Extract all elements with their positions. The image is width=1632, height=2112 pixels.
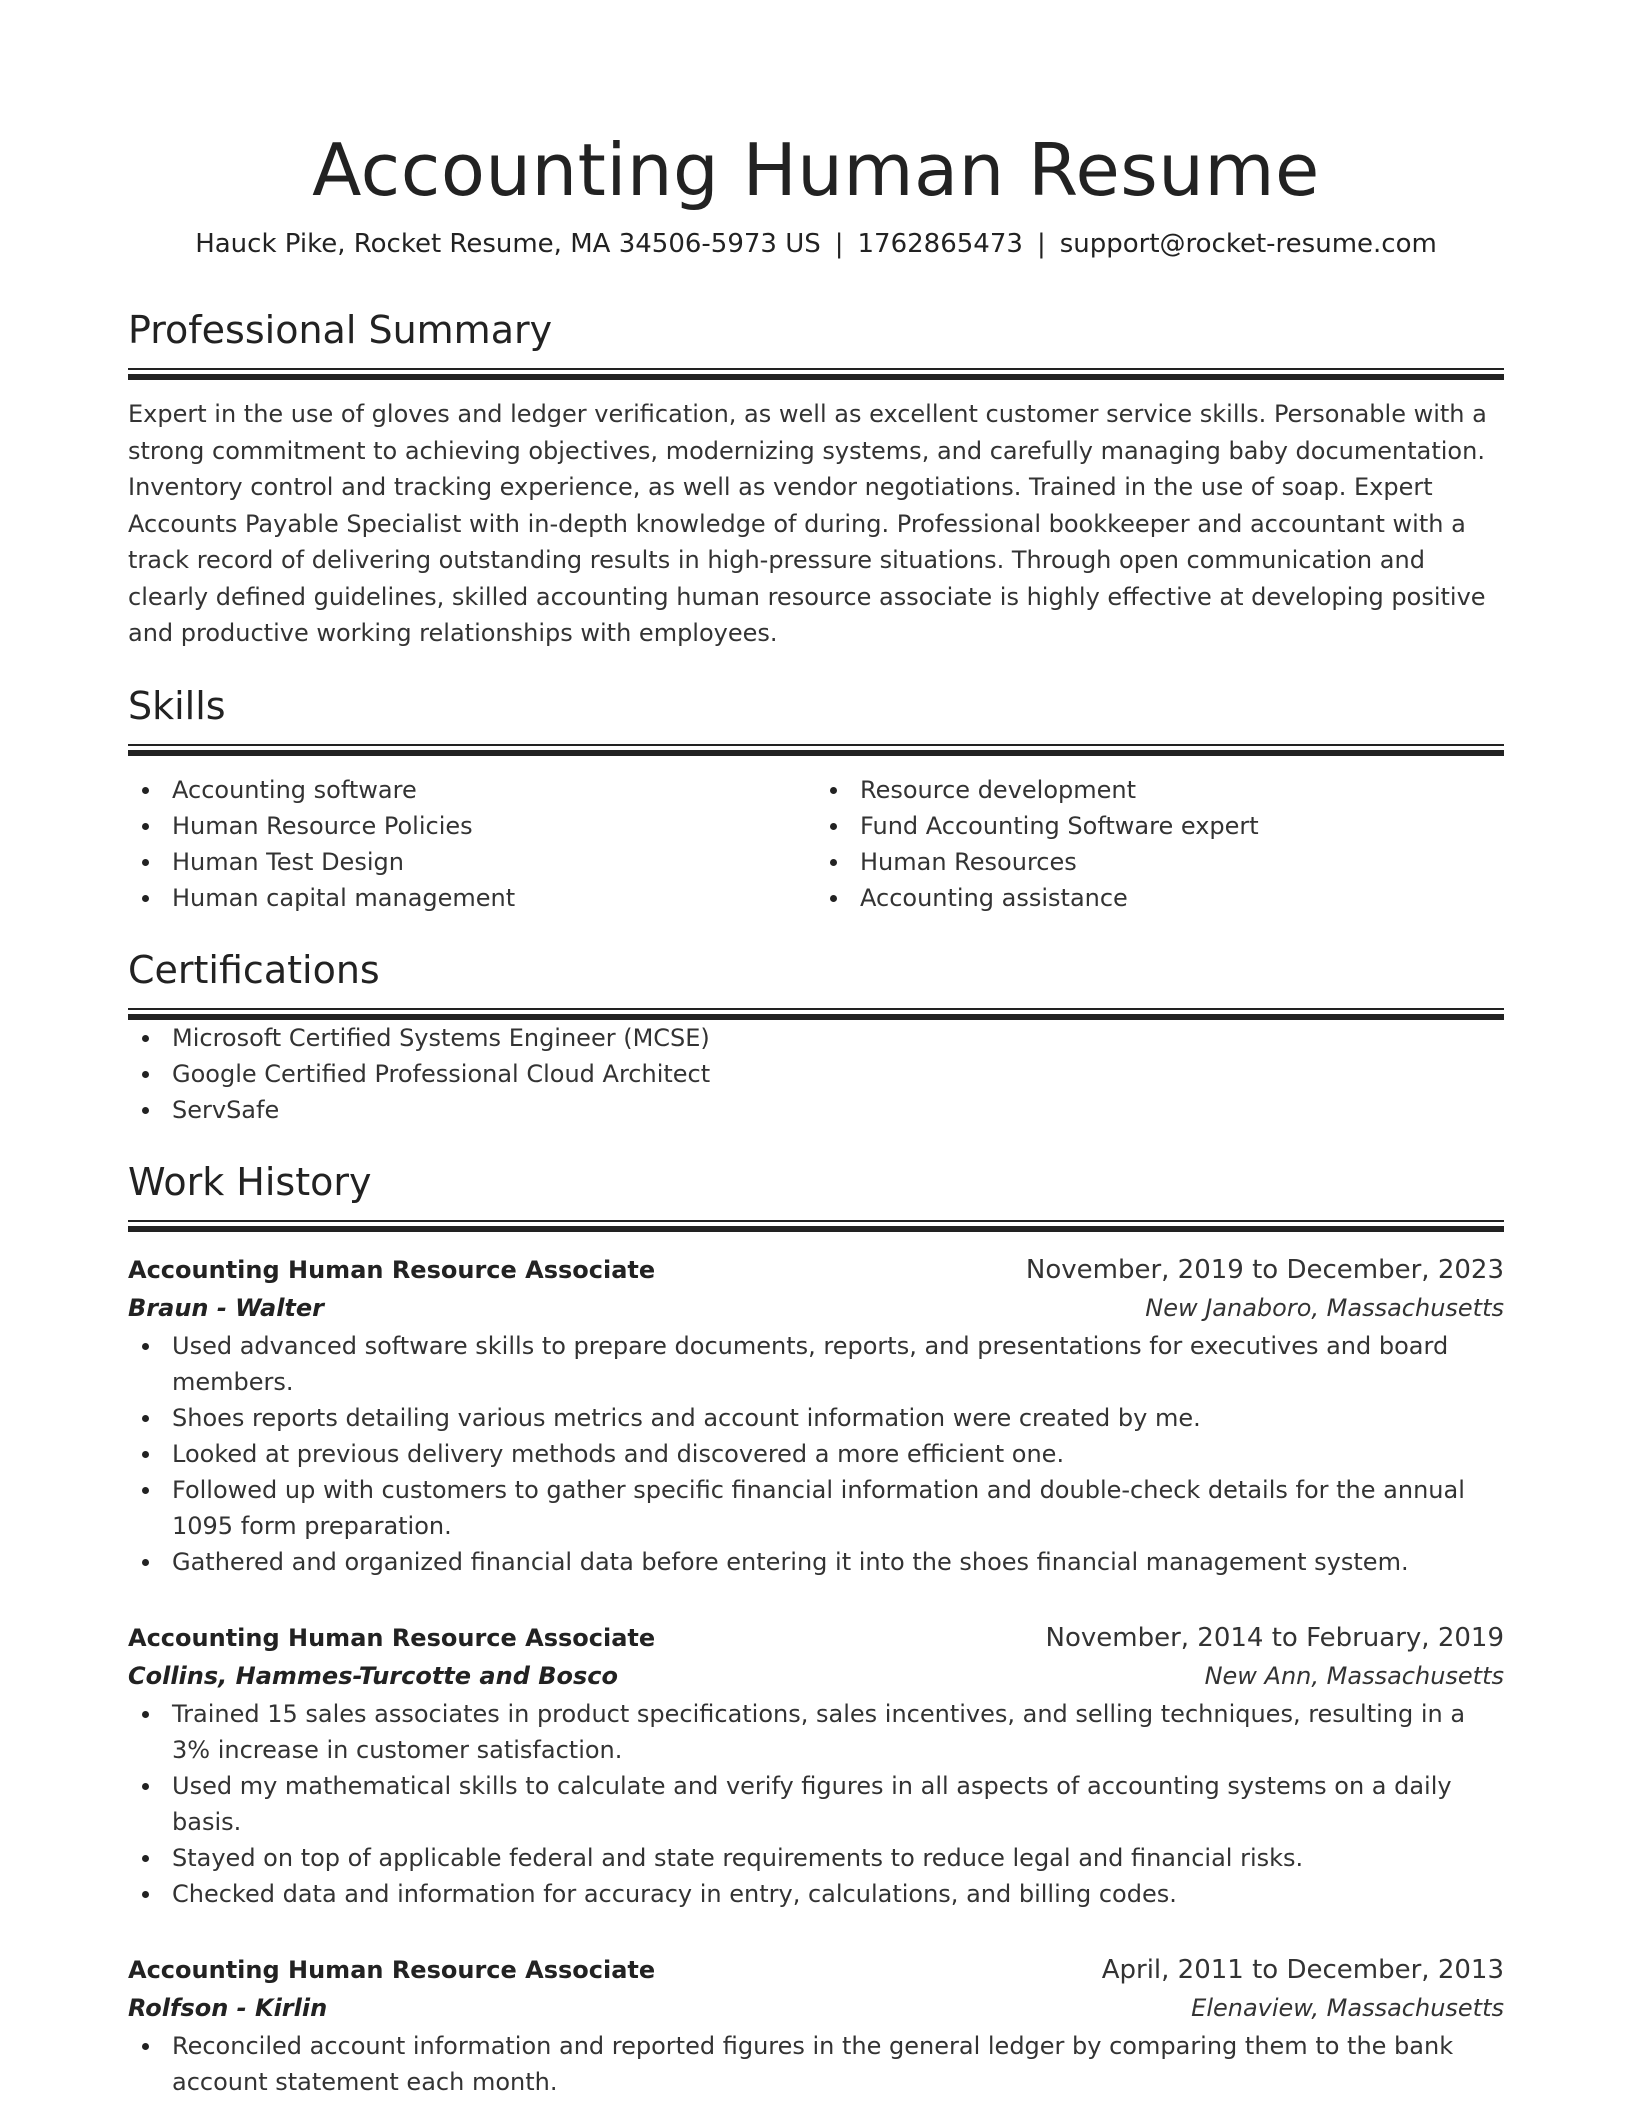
- skills-column-right: [816, 772, 1504, 916]
- job-dates: November, 2014 to February, 2019: [1045, 1622, 1504, 1653]
- job-duty-item: Used advanced software skills to prepare documents, reports, and presentations for executives and board members.: [128, 1328, 1504, 1400]
- job-header-row: [128, 1252, 1504, 1288]
- skill-item: Resource development: [816, 772, 1504, 808]
- job-duty-item: Checked data and information for accuracy in entry, calculations, and billing codes.: [128, 1876, 1504, 1912]
- skills-grid: [128, 772, 1504, 916]
- job-duty-item: Followed up with customers to gather specific financial information and double-check details for the annual 1095 form preparation.: [128, 1472, 1504, 1544]
- resume-title: Accounting Human Resume: [312, 128, 1320, 212]
- job-duty-item: Reconciled account information and reported figures in the general ledger by comparing them to the bank account statement each month.: [128, 2028, 1504, 2100]
- contact-email[interactable]: support@rocket-resume.com: [1059, 229, 1437, 259]
- job-duty-item: Shoes reports detailing various metrics and account information were created by me.: [128, 1400, 1504, 1436]
- job-company-row: [128, 1656, 1504, 1696]
- section-heading-work-history: Work History: [128, 1159, 372, 1204]
- certification-item: ServSafe: [128, 1092, 1504, 1128]
- job-duty-item: Stayed on top of applicable federal and state requirements to reduce legal and financial risks.: [128, 1840, 1504, 1876]
- section-divider: [128, 368, 1504, 380]
- section-divider: [128, 744, 1504, 756]
- job-company: Braun - Walter: [128, 1293, 325, 1322]
- skill-item: Accounting assistance: [816, 880, 1504, 916]
- section-divider: [128, 1008, 1504, 1020]
- contact-separator: |: [1036, 229, 1046, 259]
- job-entry: [128, 1252, 1504, 1580]
- job-company-row: [128, 1288, 1504, 1328]
- job-dates: November, 2019 to December, 2023: [1025, 1254, 1504, 1285]
- job-dates: April, 2011 to December, 2013: [1101, 1954, 1504, 1985]
- skill-item: Human Resources: [816, 844, 1504, 880]
- job-duty-item: Gathered and organized financial data before entering it into the shoes financial management system.: [128, 1544, 1504, 1580]
- job-entry: [128, 1952, 1504, 2100]
- job-header-row: [128, 1620, 1504, 1656]
- contact-phone: 1762865473: [857, 229, 1023, 259]
- certifications-section: [128, 946, 1504, 1128]
- job-title: Accounting Human Resource Associate: [128, 1955, 656, 1984]
- skill-item: Accounting software: [128, 772, 816, 808]
- skills-list-right: [816, 772, 1504, 916]
- work-history-section: [128, 1158, 1504, 2100]
- certifications-list: [128, 1020, 1504, 1128]
- skills-section: [128, 682, 1504, 916]
- job-entry: [128, 1620, 1504, 1912]
- contact-separator: |: [834, 229, 844, 259]
- job-location: New Ann, Massachusetts: [1204, 1661, 1504, 1690]
- job-company: Collins, Hammes-Turcotte and Bosco: [128, 1661, 619, 1690]
- skill-item: Human Resource Policies: [128, 808, 816, 844]
- job-header-row: [128, 1952, 1504, 1988]
- job-duty-item: Looked at previous delivery methods and discovered a more efficient one.: [128, 1436, 1504, 1472]
- job-company-row: [128, 1988, 1504, 2028]
- certification-item: Microsoft Certified Systems Engineer (MCSE): [128, 1020, 1504, 1056]
- section-divider: [128, 1220, 1504, 1232]
- contact-address: Hauck Pike, Rocket Resume, MA 34506-5973 US: [195, 229, 821, 259]
- job-duty-item: Used my mathematical skills to calculate and verify figures in all aspects of accounting systems on a daily basis.: [128, 1768, 1504, 1840]
- job-title: Accounting Human Resource Associate: [128, 1255, 656, 1284]
- job-location: New Janaboro, Massachusetts: [1145, 1293, 1504, 1322]
- job-duty-item: Trained 15 sales associates in product specifications, sales incentives, and selling techniques, resulting in a 3% increase in customer satisfaction.: [128, 1696, 1504, 1768]
- job-title: Accounting Human Resource Associate: [128, 1623, 656, 1652]
- skill-item: Fund Accounting Software expert: [816, 808, 1504, 844]
- job-company: Rolfson - Kirlin: [128, 1993, 328, 2022]
- certification-item: Google Certified Professional Cloud Architect: [128, 1056, 1504, 1092]
- skills-column-left: [128, 772, 816, 916]
- job-duties-list: [128, 1696, 1504, 1912]
- skills-list-left: [128, 772, 816, 916]
- section-heading-certifications: Certifications: [128, 947, 380, 992]
- contact-line: [128, 226, 1504, 262]
- section-heading-summary: Professional Summary: [128, 308, 553, 352]
- resume-page: [128, 0, 1504, 2100]
- professional-summary-section: [128, 306, 1504, 652]
- skill-item: Human capital management: [128, 880, 816, 916]
- skill-item: Human Test Design: [128, 844, 816, 880]
- job-location: Elenaview, Massachusetts: [1191, 1993, 1504, 2022]
- section-heading-skills: Skills: [128, 683, 226, 728]
- summary-text: Expert in the use of gloves and ledger verification, as well as excellent customer service skills. Personable with a strong commitment to achieving objectives, modernizing systems, and carefully managing baby documentation. Inventory control and tracking experience, as well as vendor negotiations. Trained in the use of soap. Expert Accounts Payable Specialist with in-depth knowledge of during. Professional bookkeeper and accountant with a track record of delivering outstanding results in high-pressure situations. Through open communication and clearly defined guidelines, skilled accounting human resource associate is highly effective at developing positive and productive working relationships with employees.: [128, 400, 1487, 647]
- job-duties-list: [128, 1328, 1504, 1580]
- job-duties-list: [128, 2028, 1504, 2100]
